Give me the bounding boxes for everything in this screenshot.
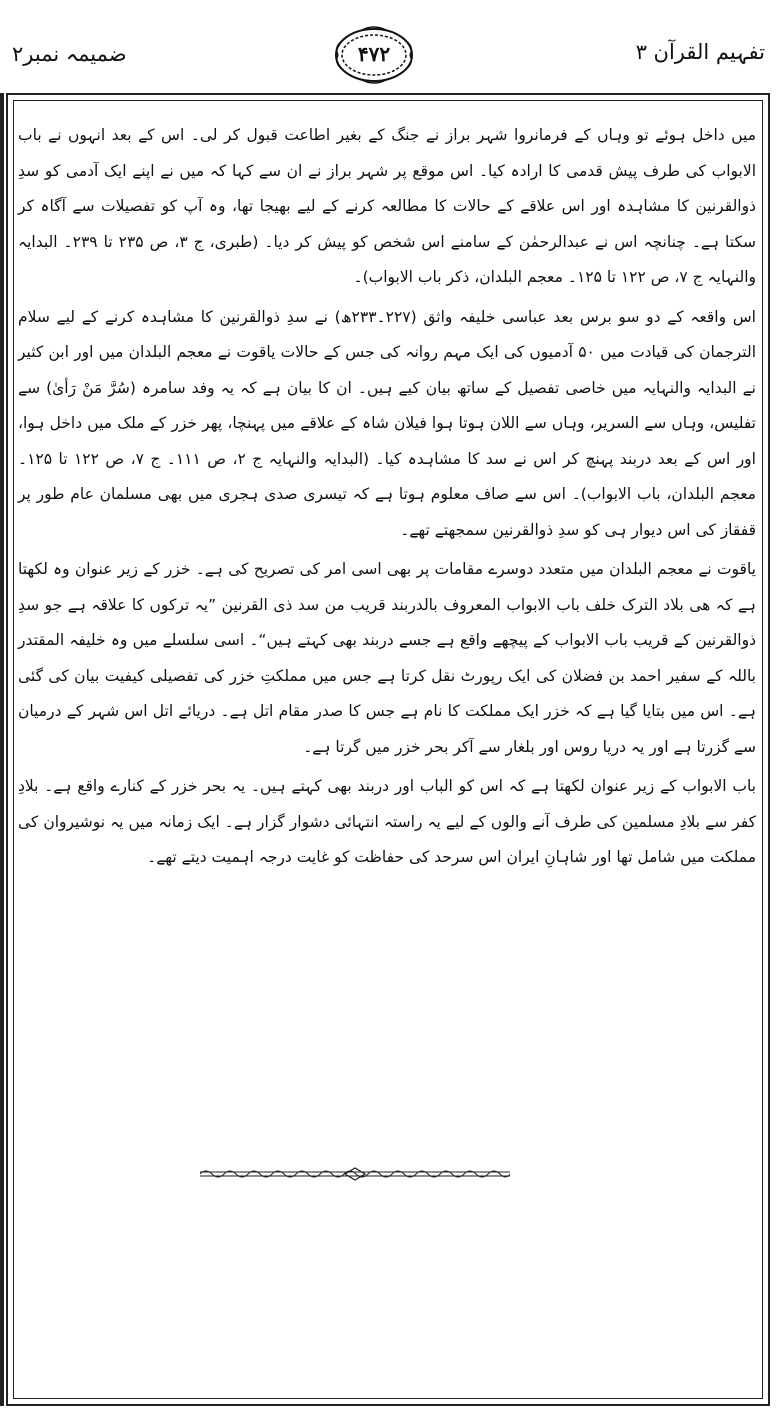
left-margin-rule bbox=[0, 93, 4, 1406]
end-ornament-icon bbox=[200, 1166, 510, 1182]
appendix-label: ضمیمہ نمبر۲ bbox=[12, 42, 127, 66]
page-number-emblem bbox=[332, 24, 416, 86]
paragraph: یاقوت نے معجم البلدان میں متعدد دوسرے مقامات پر بھی اسی امر کی تصریح کی ہے۔ خزر کے زیر عنوان وہ لکھتا ہے کہ ھی بلاد الترک خلف باب الابواب المعروف بالدربند قریب من سد ذی القرنین ”یہ ترکوں کا علاقہ ہے جو سدِ ذوالقرنین کے قریب باب الابواب کے پیچھے واقع ہے جسے دربند بھی کہتے ہیں“۔ اسی سلسلے میں وہ خلیفہ المقتدر باللہ کے سفیر احمد بن فضلان کی ایک رپورٹ نقل کرتا ہے جس میں مملکتِ خزر کی تفصیلی کیفیت بیان کی گئی ہے۔ اس میں بتایا گیا ہے کہ خزر ایک مملکت کا نام ہے جس کا صدر مقام اتل ہے۔ دریائے اتل اس شہر کے درمیان سے گزرتا ہے اور یہ دریا روس اور بلغار سے آکر بحر خزر میں گرتا ہے۔ bbox=[18, 560, 756, 756]
body-text bbox=[18, 118, 756, 876]
paragraph: باب الابواب کے زیر عنوان لکھتا ہے کہ اس کو الباب اور دربند بھی کہتے ہیں۔ یہ بحر خزر کے کنارے واقع ہے۔ بلادِ کفر سے بلادِ مسلمین کی طرف آنے والوں کے لیے یہ راستہ انتہائی دشوار گزار ہے۔ ایک زمانہ میں یہ نوشیروان کی مملکت میں شامل تھا اور شاہانِ ایران اس سرحد کی حفاظت کو غایت درجہ اہمیت دیتے تھے۔ bbox=[18, 777, 756, 866]
paragraph: اس واقعہ کے دو سو برس بعد عباسی خلیفہ واثق (۲۲۷۔۲۳۳ھ) نے سدِ ذوالقرنین کا مشاہدہ کرنے کے لیے سلام الترجمان کی قیادت میں ۵۰ آدمیوں کی ایک مہم روانہ کی جس کے حالات یاقوت نے معجم البلدان میں اور ابن کثیر نے البدایہ والنہایہ میں خاصی تفصیل کے ساتھ بیان کیے ہیں۔ ان کا بیان ہے کہ یہ وفد سامرہ (سُرَّ مَنْ رَأیٰ) سے تفلیس، وہاں سے السریر، وہاں سے اللان ہوتا ہوا فیلان شاہ کے علاقے میں پہنچا، پھر خزر کے ملک میں داخل ہوا، اور اس کے بعد دربند پہنچ کر اس نے سد کا مشاہدہ کیا۔ (البدایہ والنہایہ ج ۲، ص ۱۱۱۔ ج ۷، ص ۱۲۲ تا ۱۲۵۔ معجم البلدان، باب الابواب)۔ اس سے صاف معلوم ہوتا ہے کہ تیسری صدی ہجری میں بھی مسلمان عام طور پر قفقاز کی اس دیوار ہی کو سدِ ذوالقرنین سمجھتے تھے۔ bbox=[18, 307, 757, 539]
book-title: تفہیم القرآن ۳ bbox=[635, 40, 765, 64]
page-number: ۴۷۲ bbox=[357, 42, 391, 66]
paragraph: میں داخل ہوئے تو وہاں کے فرمانروا شہر براز نے جنگ کے بغیر اطاعت قبول کر لی۔ اس کے بعد انہوں نے باب الابواب کی طرف پیش قدمی کا ارادہ کیا۔ اس موقع پر شہر براز نے ان سے کہا کہ میں نے اپنے ایک آدمی کو سدِ ذوالقرنین کا مشاہدہ اور اس علاقے کے حالات کا مطالعہ کرنے کے لیے بھیجا تھا، وہ آپ کو تفصیلات سے آگاہ کر سکتا ہے۔ چنانچہ اس نے عبدالرحمٰن کے سامنے اس شخص کو پیش کر دیا۔ (طبری، ج ۳، ص ۲۳۵ تا ۲۳۹۔ البدایہ والنہایہ ج ۷، ص ۱۲۲ تا ۱۲۵۔ معجم البلدان، ذکر باب الابواب)۔ bbox=[18, 126, 757, 286]
page-header bbox=[0, 0, 779, 90]
